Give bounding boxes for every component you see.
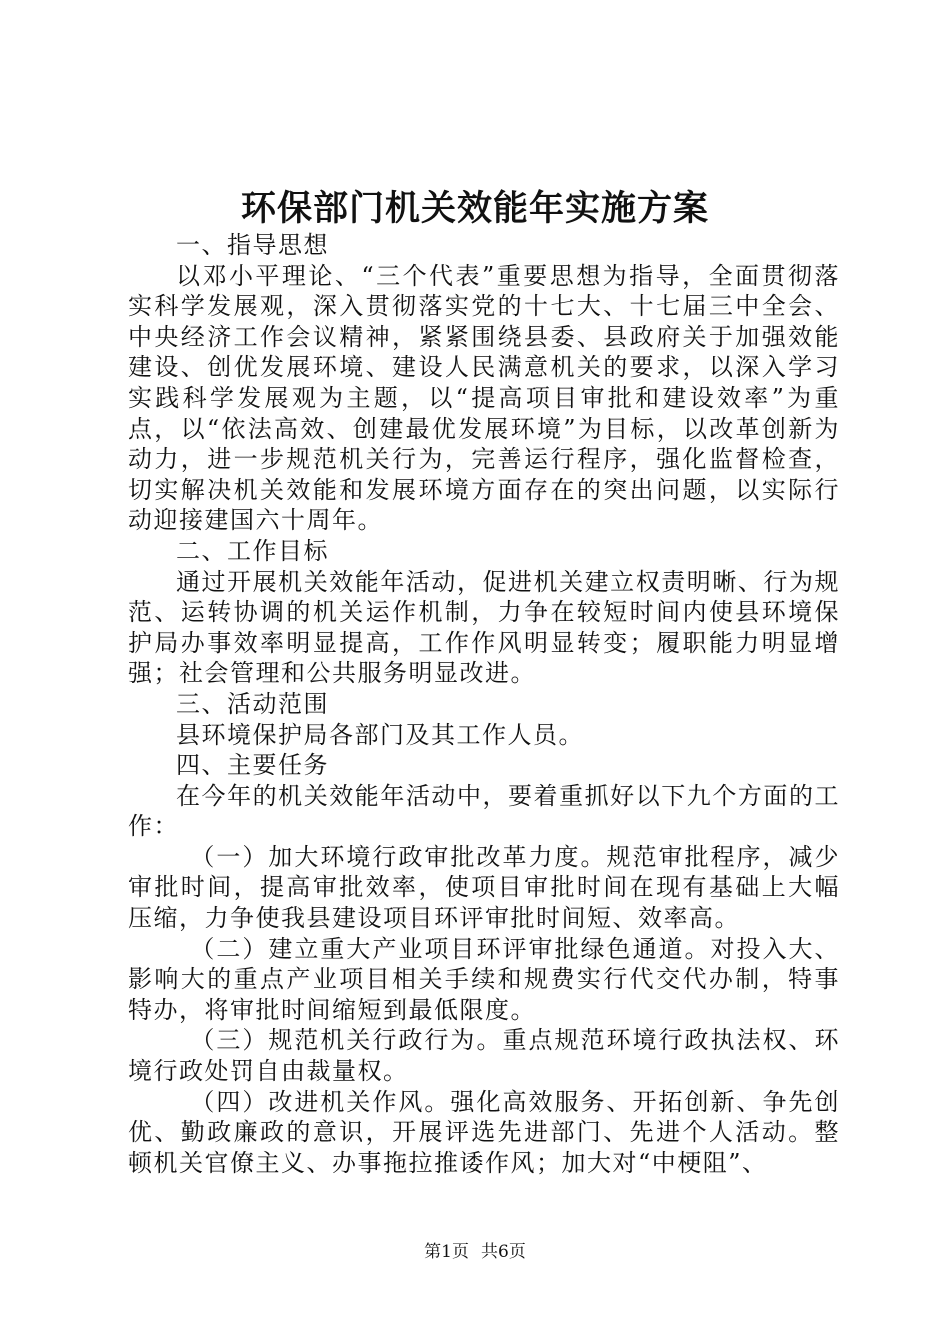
section-heading-2: 二、工作目标 (176, 536, 329, 565)
paragraph-guiding-ideology: 以邓小平理论、“三个代表”重要思想为指导，全面贯彻落实科学发展观，深入贯彻落实党的十七大、十七届三中全会、中央经济工作会议精神，紧紧围绕县委、县政府关于加强效能建设、创优发展环境、建设人民满意机关的要求，以深入学习实践科学发展观为主题，以“提高项目审批和建设效率”为重点，以“依法高效、创建最优发展环境”为目标，以改革创新为动力，进一步规范机关行为，完善运行程序，强化监督检查，切实解决机关效能和发展环境方面存在的突出问题，以实际行动迎接建国六十周年。 (128, 261, 840, 535)
page-number: 第1页 (424, 1242, 469, 1262)
task-item-1: （一）加大环境行政审批改革力度。规范审批程序，减少审批时间，提高审批效率，使项目审批时间在现有基础上大幅压缩，力争使我县建设项目环评审批时间短、效率高。 (128, 842, 840, 933)
paragraph-work-goals: 通过开展机关效能年活动，促进机关建立权责明晰、行为规范、运转协调的机关运作机制，力争在较短时间内使县环境保护局办事效率明显提高，工作作风明显转变；履职能力明显增强；社会管理和公共服务明显改进。 (128, 567, 840, 688)
task-item-3: （三）规范机关行政行为。重点规范环境行政执法权、环境行政处罚自由裁量权。 (128, 1026, 840, 1086)
paragraph-activity-scope: 县环境保护局各部门及其工作人员。 (176, 720, 584, 749)
task-item-4: （四）改进机关作风。强化高效服务、开拓创新、争先创优、勤政廉政的意识，开展评选先进部门、先进个人活动。整顿机关官僚主义、办事拖拉推诿作风；加大对“中梗阻”、 (128, 1087, 840, 1177)
document-title: 环保部门机关效能年实施方案 (240, 188, 709, 229)
section-heading-4: 四、主要任务 (176, 751, 329, 780)
section-heading-3: 三、活动范围 (176, 689, 329, 718)
page-total: 共6页 (481, 1242, 526, 1262)
task-item-2: （二）建立重大产业项目环评审批绿色通道。对投入大、影响大的重点产业项目相关手续和规费实行代交代办制，特事特办，将审批时间缩短到最低限度。 (128, 934, 840, 1024)
paragraph-main-tasks-intro: 在今年的机关效能年活动中，要着重抓好以下九个方面的工作： (128, 781, 840, 841)
page-footer (0, 1240, 950, 1264)
document-body (128, 230, 840, 1178)
section-heading-1: 一、指导思想 (176, 231, 329, 259)
